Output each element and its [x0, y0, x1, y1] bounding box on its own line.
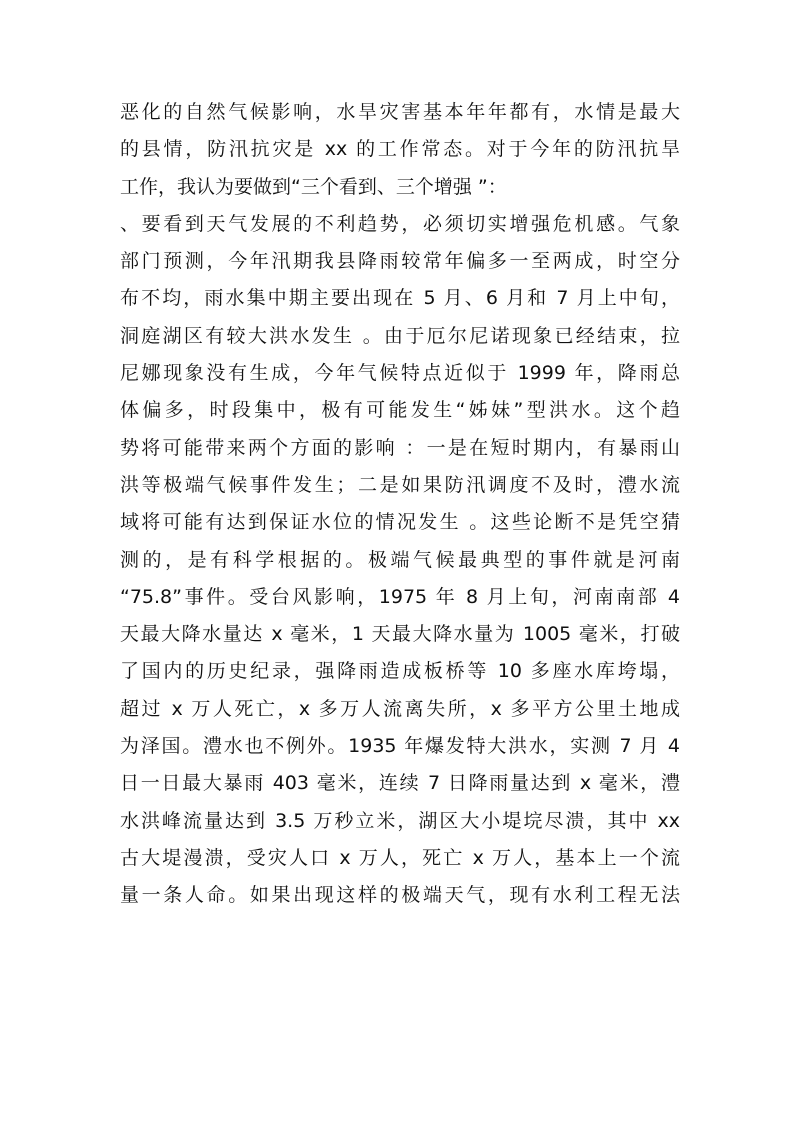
text-line: 、要看到天气发展的不利趋势，必须切实增强危机感。气象 — [120, 212, 680, 235]
text-line: 势将可能带来两个方面的影响 ：一是在短时期内，有暴雨山 — [120, 436, 680, 459]
text-line: 洪等极端气候事件发生；二是如果防汛调度不及时，澧水流 — [120, 473, 680, 496]
text-line: 域将可能有达到保证水位的情况发生 。这些论断不是凭空猜 — [120, 511, 680, 534]
text-line: 古大堤漫溃，受灾人口 x 万人，死亡 x 万人，基本上一个流 — [120, 846, 680, 869]
text-line: 洞庭湖区有较大洪水发生 。由于厄尔尼诺现象已经结束，拉 — [120, 324, 680, 347]
text-line: 部门预测，今年汛期我县降雨较常年偏多一至两成，时空分 — [120, 250, 680, 273]
text-line: 了国内的历史纪录，强降雨造成板桥等 10 多座水库垮塌， — [120, 660, 680, 683]
text-line: 恶化的自然气候影响，水旱灾害基本年年都有，水情是最大 — [120, 101, 680, 123]
text-line: 尼娜现象没有生成，今年气候特点近似于 1999 年，降雨总 — [120, 362, 680, 385]
text-line: 天最大降水量达 x 毫米，1 天最大降水量为 1005 毫米，打破 — [120, 623, 680, 646]
text-line: 超过 x 万人死亡，x 多万人流离失所，x 多平方公里土地成 — [120, 697, 680, 720]
text-line: 日一日最大暴雨 403 毫米，连续 7 日降雨量达到 x 毫米，澧 — [120, 772, 680, 795]
text-line: 水洪峰流量达到 3.5 万秒立米，湖区大小堤垸尽溃，其中 xx — [120, 809, 680, 832]
text-line: “75.8”事件。受台风影响，1975 年 8 月上旬，河南南部 4 — [120, 585, 680, 608]
text-line: 的县情，防汛抗灾是 xx 的工作常态。对于今年的防汛抗旱 — [120, 138, 680, 161]
body-text — [120, 94, 680, 915]
text-line: 布不均，雨水集中期主要出现在 5 月、6 月和 7 月上中旬， — [120, 287, 680, 310]
text-line: 体偏多，时段集中，极有可能发生“姊妹”型洪水。这个趋 — [120, 399, 680, 422]
text-line: 为泽国。澧水也不例外。1935 年爆发特大洪水，实测 7 月 4 — [120, 735, 680, 758]
text-line: 测的，是有科学根据的。极端气候最典型的事件就是河南 — [120, 548, 680, 571]
text-line: 量一条人命。如果出现这样的极端天气，现有水利工程无法 — [120, 884, 680, 907]
text-line: 工作，我认为要做到“三个看到、三个增强 ”： — [120, 175, 507, 198]
